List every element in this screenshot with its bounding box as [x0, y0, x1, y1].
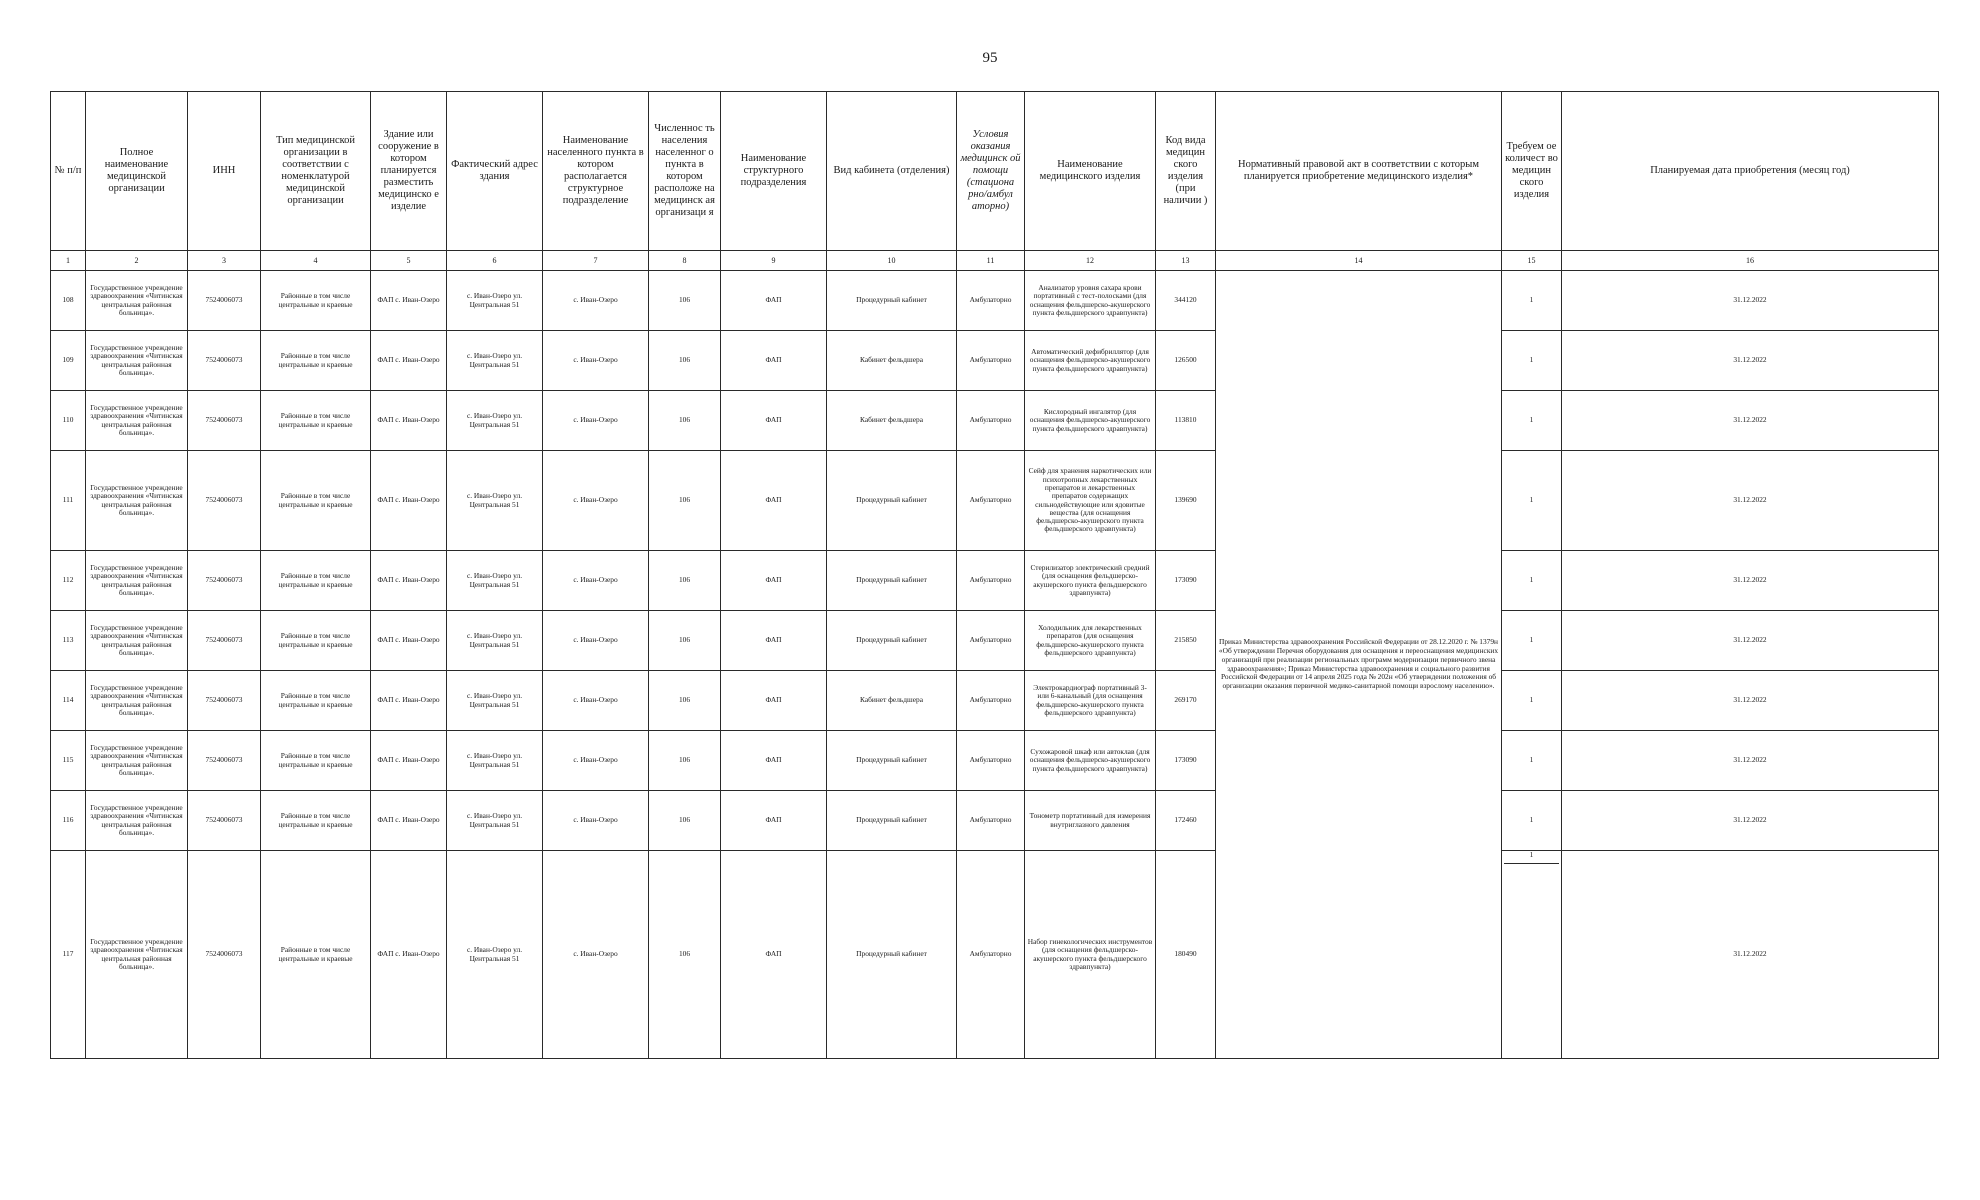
header-cell: Фактический адрес здания	[447, 92, 543, 251]
row-number: 117	[51, 851, 86, 1059]
building: ФАП с. Иван-Озеро	[371, 551, 447, 611]
legal-act: Приказ Министерства здравоохранения Российской Федерации от 28.12.2020 г. № 1379н «Об утверждении Перечня оборудования для оснащения и переоснащения медицинских организаций при реализации региональных программ модернизации первичного звена здравоохранения»; Приказ Министерства здравоохранения и социального развития Российской Федерации от 14 апреля 2025 года № 202н «Об утверждении положения об организации оказания первичной медико-санитарной помощи взрослому населению».	[1216, 271, 1502, 1059]
table-row	[51, 391, 1939, 451]
quantity: 1	[1502, 731, 1562, 791]
care-conditions: Амбулаторно	[957, 271, 1025, 331]
population: 106	[649, 391, 721, 451]
population: 106	[649, 331, 721, 391]
column-number: 5	[371, 251, 447, 271]
population: 106	[649, 851, 721, 1059]
inn: 7524006073	[188, 551, 261, 611]
structural-unit: ФАП	[721, 731, 827, 791]
column-number: 14	[1216, 251, 1502, 271]
address: с. Иван-Озеро ул. Центральная 51	[447, 671, 543, 731]
address: с. Иван-Озеро ул. Центральная 51	[447, 611, 543, 671]
row-number: 113	[51, 611, 86, 671]
header-cell: Здание или сооружение в котором планируется разместить медицинско е изделие	[371, 92, 447, 251]
inn: 7524006073	[188, 671, 261, 731]
quantity: 1	[1529, 850, 1534, 859]
device-code: 344120	[1156, 271, 1216, 331]
room-type: Процедурный кабинет	[827, 851, 957, 1059]
organization-name: Государственное учреждение здравоохранения «Читинская центральная районная больница».	[86, 731, 188, 791]
population: 106	[649, 671, 721, 731]
device-code: 173090	[1156, 731, 1216, 791]
column-number: 2	[86, 251, 188, 271]
organization-type: Районные в том числе центральные и краевые	[261, 611, 371, 671]
room-type: Процедурный кабинет	[827, 611, 957, 671]
quantity-cell	[1502, 851, 1562, 1059]
column-number: 7	[543, 251, 649, 271]
device-code: 113810	[1156, 391, 1216, 451]
device-code: 269170	[1156, 671, 1216, 731]
structural-unit: ФАП	[721, 611, 827, 671]
population: 106	[649, 271, 721, 331]
row-number: 108	[51, 271, 86, 331]
organization-name: Государственное учреждение здравоохранения «Читинская центральная районная больница».	[86, 671, 188, 731]
page-number: 95	[982, 50, 998, 66]
header-cell: Наименование медицинского изделия	[1025, 92, 1156, 251]
column-number: 16	[1562, 251, 1939, 271]
care-conditions: Амбулаторно	[957, 731, 1025, 791]
device-code: 172460	[1156, 791, 1216, 851]
organization-name: Государственное учреждение здравоохранения «Читинская центральная районная больница».	[86, 271, 188, 331]
header-row	[51, 92, 1939, 251]
header-cell: Нормативный правовой акт в соответствии с которым планируется приобретение медицинского изделия*	[1216, 92, 1502, 251]
inn: 7524006073	[188, 271, 261, 331]
device-name: Набор гинекологических инструментов (для оснащения фельдшерско-акушерского пункта фельдшерского здравпункта)	[1025, 851, 1156, 1059]
header-cell: Условия оказания медицинск ой помощи (стациона рно/амбул аторно)	[957, 92, 1025, 251]
column-number: 4	[261, 251, 371, 271]
organization-name: Государственное учреждение здравоохранения «Читинская центральная районная больница».	[86, 611, 188, 671]
inn: 7524006073	[188, 731, 261, 791]
column-number: 8	[649, 251, 721, 271]
table-row	[51, 271, 1939, 331]
device-name: Анализатор уровня сахара крови портативный с тест-полосками (для оснащения фельдшерско-акушерского пункта фельдшерского здравпункта)	[1025, 271, 1156, 331]
purchase-date: 31.12.2022	[1562, 671, 1939, 731]
row-number: 112	[51, 551, 86, 611]
care-conditions: Амбулаторно	[957, 611, 1025, 671]
row-number: 110	[51, 391, 86, 451]
structural-unit: ФАП	[721, 451, 827, 551]
equipment-table	[50, 91, 1939, 1059]
table-row	[51, 331, 1939, 391]
building: ФАП с. Иван-Озеро	[371, 391, 447, 451]
care-conditions: Амбулаторно	[957, 671, 1025, 731]
column-number: 13	[1156, 251, 1216, 271]
device-name: Стерилизатор электрический средний (для оснащения фельдшерско-акушерского пункта фельдшерского здравпункта)	[1025, 551, 1156, 611]
row-number: 111	[51, 451, 86, 551]
organization-name: Государственное учреждение здравоохранения «Читинская центральная районная больница».	[86, 791, 188, 851]
table-row	[51, 451, 1939, 551]
population: 106	[649, 611, 721, 671]
column-number: 3	[188, 251, 261, 271]
organization-type: Районные в том числе центральные и краевые	[261, 551, 371, 611]
building: ФАП с. Иван-Озеро	[371, 671, 447, 731]
table-row	[51, 551, 1939, 611]
column-number: 11	[957, 251, 1025, 271]
settlement: с. Иван-Озеро	[543, 851, 649, 1059]
quantity: 1	[1502, 271, 1562, 331]
table-row	[51, 731, 1939, 791]
inn: 7524006073	[188, 391, 261, 451]
organization-type: Районные в том числе центральные и краевые	[261, 271, 371, 331]
organization-name: Государственное учреждение здравоохранения «Читинская центральная районная больница».	[86, 851, 188, 1059]
building: ФАП с. Иван-Озеро	[371, 271, 447, 331]
header-cell: Тип медицинской организации в соответствии с номенклатурой медицинской организации	[261, 92, 371, 251]
header-cell: Требуем ое количест во медицин ского изделия	[1502, 92, 1562, 251]
settlement: с. Иван-Озеро	[543, 451, 649, 551]
structural-unit: ФАП	[721, 271, 827, 331]
room-type: Кабинет фельдшера	[827, 671, 957, 731]
organization-type: Районные в том числе центральные и краевые	[261, 391, 371, 451]
header-cell: Полное наименование медицинской организации	[86, 92, 188, 251]
inn: 7524006073	[188, 791, 261, 851]
table-row	[51, 791, 1939, 851]
purchase-date: 31.12.2022	[1562, 391, 1939, 451]
building: ФАП с. Иван-Озеро	[371, 731, 447, 791]
table-row	[51, 611, 1939, 671]
quantity: 1	[1502, 551, 1562, 611]
quantity: 1	[1502, 671, 1562, 731]
structural-unit: ФАП	[721, 391, 827, 451]
organization-type: Районные в том числе центральные и краевые	[261, 731, 371, 791]
structural-unit: ФАП	[721, 671, 827, 731]
care-conditions: Амбулаторно	[957, 331, 1025, 391]
organization-name: Государственное учреждение здравоохранения «Читинская центральная районная больница».	[86, 391, 188, 451]
address: с. Иван-Озеро ул. Центральная 51	[447, 791, 543, 851]
room-type: Кабинет фельдшера	[827, 391, 957, 451]
inn: 7524006073	[188, 451, 261, 551]
purchase-date: 31.12.2022	[1562, 611, 1939, 671]
device-name: Автоматический дефибриллятор (для оснащения фельдшерско-акушерского пункта фельдшерского здравпункта)	[1025, 331, 1156, 391]
device-name: Сухожаровой шкаф или автоклав (для оснащения фельдшерско-акушерского пункта фельдшерского здравпункта)	[1025, 731, 1156, 791]
building: ФАП с. Иван-Озеро	[371, 611, 447, 671]
table-row	[51, 671, 1939, 731]
device-name: Кислородный ингалятор (для оснащения фельдшерско-акушерского пункта фельдшерского здравпункта)	[1025, 391, 1156, 451]
device-code: 215850	[1156, 611, 1216, 671]
room-type: Процедурный кабинет	[827, 731, 957, 791]
quantity: 1	[1502, 611, 1562, 671]
settlement: с. Иван-Озеро	[543, 731, 649, 791]
address: с. Иван-Озеро ул. Центральная 51	[447, 391, 543, 451]
inn: 7524006073	[188, 331, 261, 391]
organization-type: Районные в том числе центральные и краевые	[261, 851, 371, 1059]
care-conditions: Амбулаторно	[957, 551, 1025, 611]
column-number: 15	[1502, 251, 1562, 271]
organization-name: Государственное учреждение здравоохранения «Читинская центральная районная больница».	[86, 451, 188, 551]
header-cell: Наименование структурного подразделения	[721, 92, 827, 251]
purchase-date: 31.12.2022	[1562, 731, 1939, 791]
population: 106	[649, 451, 721, 551]
row-number: 116	[51, 791, 86, 851]
settlement: с. Иван-Озеро	[543, 671, 649, 731]
quantity: 1	[1502, 391, 1562, 451]
organization-type: Районные в том числе центральные и краевые	[261, 671, 371, 731]
quantity: 1	[1502, 331, 1562, 391]
row-number: 114	[51, 671, 86, 731]
care-conditions: Амбулаторно	[957, 851, 1025, 1059]
device-code: 126500	[1156, 331, 1216, 391]
organization-name: Государственное учреждение здравоохранения «Читинская центральная районная больница».	[86, 551, 188, 611]
quantity: 1	[1502, 791, 1562, 851]
device-code: 139690	[1156, 451, 1216, 551]
population: 106	[649, 791, 721, 851]
building: ФАП с. Иван-Озеро	[371, 331, 447, 391]
settlement: с. Иван-Озеро	[543, 611, 649, 671]
building: ФАП с. Иван-Озеро	[371, 791, 447, 851]
header-cell: Наименование населенного пункта в котором располагается структурное подразделение	[543, 92, 649, 251]
header-cell: Численнос ть населения населенног о пункта в котором расположе на медицинск ая организаци я	[649, 92, 721, 251]
address: с. Иван-Озеро ул. Центральная 51	[447, 551, 543, 611]
structural-unit: ФАП	[721, 851, 827, 1059]
room-type: Процедурный кабинет	[827, 551, 957, 611]
row-number: 115	[51, 731, 86, 791]
settlement: с. Иван-Озеро	[543, 791, 649, 851]
population: 106	[649, 731, 721, 791]
structural-unit: ФАП	[721, 331, 827, 391]
address: с. Иван-Озеро ул. Центральная 51	[447, 731, 543, 791]
room-type: Процедурный кабинет	[827, 791, 957, 851]
column-number: 6	[447, 251, 543, 271]
column-number: 9	[721, 251, 827, 271]
header-cell: Планируемая дата приобретения (месяц год)	[1562, 92, 1939, 251]
settlement: с. Иван-Озеро	[543, 391, 649, 451]
room-type: Процедурный кабинет	[827, 451, 957, 551]
organization-name: Государственное учреждение здравоохранения «Читинская центральная районная больница».	[86, 331, 188, 391]
purchase-date: 31.12.2022	[1562, 271, 1939, 331]
organization-type: Районные в том числе центральные и краевые	[261, 791, 371, 851]
device-code: 180490	[1156, 851, 1216, 1059]
organization-type: Районные в том числе центральные и краевые	[261, 451, 371, 551]
settlement: с. Иван-Озеро	[543, 551, 649, 611]
settlement: с. Иван-Озеро	[543, 271, 649, 331]
purchase-date: 31.12.2022	[1562, 551, 1939, 611]
care-conditions: Амбулаторно	[957, 391, 1025, 451]
purchase-date: 31.12.2022	[1562, 791, 1939, 851]
address: с. Иван-Озеро ул. Центральная 51	[447, 331, 543, 391]
purchase-date: 31.12.2022	[1562, 451, 1939, 551]
inn: 7524006073	[188, 611, 261, 671]
quantity-divider	[1504, 863, 1559, 864]
table-row	[51, 851, 1939, 1059]
organization-type: Районные в том числе центральные и краевые	[261, 331, 371, 391]
building: ФАП с. Иван-Озеро	[371, 451, 447, 551]
header-cell: Код вида медицин ского изделия (при наличии )	[1156, 92, 1216, 251]
inn: 7524006073	[188, 851, 261, 1059]
column-number: 10	[827, 251, 957, 271]
care-conditions: Амбулаторно	[957, 791, 1025, 851]
population: 106	[649, 551, 721, 611]
care-conditions: Амбулаторно	[957, 451, 1025, 551]
address: с. Иван-Озеро ул. Центральная 51	[447, 451, 543, 551]
device-code: 173090	[1156, 551, 1216, 611]
device-name: Тонометр портативный для измерения внутриглазного давления	[1025, 791, 1156, 851]
column-number: 12	[1025, 251, 1156, 271]
room-type: Процедурный кабинет	[827, 271, 957, 331]
device-name: Холодильник для лекарственных препаратов (для оснащения фельдшерско-акушерского пункта фельдшерского здравпункта)	[1025, 611, 1156, 671]
header-cell: № п/п	[51, 92, 86, 251]
building: ФАП с. Иван-Озеро	[371, 851, 447, 1059]
device-name: Электрокардиограф портативный 3- или 6-канальный (для оснащения фельдшерско-акушерского пункта фельдшерского здравпункта)	[1025, 671, 1156, 731]
settlement: с. Иван-Озеро	[543, 331, 649, 391]
quantity: 1	[1502, 451, 1562, 551]
column-number-row	[51, 251, 1939, 271]
structural-unit: ФАП	[721, 551, 827, 611]
purchase-date: 31.12.2022	[1562, 851, 1939, 1059]
address: с. Иван-Озеро ул. Центральная 51	[447, 851, 543, 1059]
column-number: 1	[51, 251, 86, 271]
room-type: Кабинет фельдшера	[827, 331, 957, 391]
row-number: 109	[51, 331, 86, 391]
address: с. Иван-Озеро ул. Центральная 51	[447, 271, 543, 331]
purchase-date: 31.12.2022	[1562, 331, 1939, 391]
structural-unit: ФАП	[721, 791, 827, 851]
header-cell: Вид кабинета (отделения)	[827, 92, 957, 251]
header-cell: ИНН	[188, 92, 261, 251]
device-name: Сейф для хранения наркотических или психотропных лекарственных препаратов и лекарственных препаратов содержащих сильнодействующие или ядовитые вещества (для оснащения фельдшерско-акушерского пункта фельдшерского здравпункта)	[1025, 451, 1156, 551]
